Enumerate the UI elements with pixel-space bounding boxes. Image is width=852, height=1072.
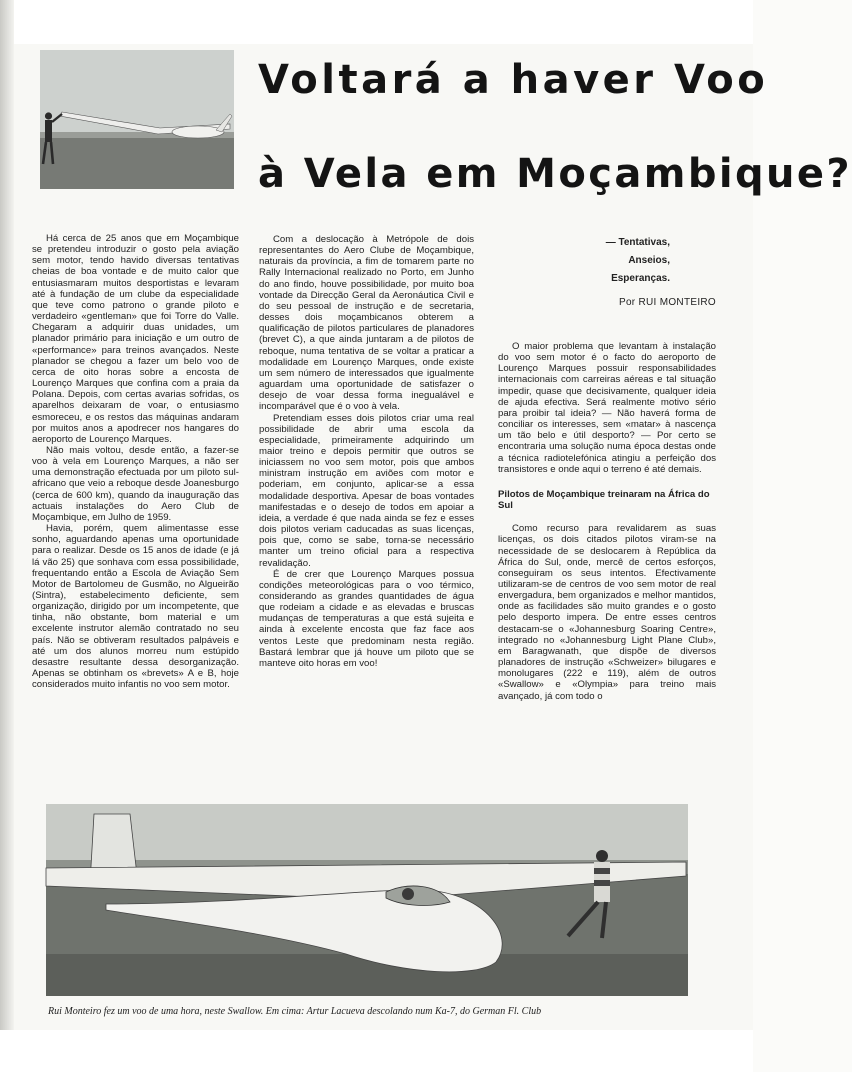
subtitle-line: Esperanças.: [611, 273, 670, 284]
glider-launch-illustration: [40, 50, 234, 189]
photo-glider-launch: [40, 50, 234, 189]
photo-caption: Rui Monteiro fez um voo de uma hora, neste Swallow. Em cima: Artur Lacueva descolando num Ka-7, do German Fl. Club: [48, 1006, 542, 1017]
swallow-glider-illustration: [46, 804, 688, 996]
article-subtitle: [520, 234, 670, 288]
binding-shadow: [0, 0, 14, 1072]
subtitle-line: Anseios,: [628, 255, 670, 266]
paragraph: Não mais voltou, desde então, a fazer-se voo à vela em Lourenço Marques, a não ser uma demonstração efectuada por um piloto sul-africano que veio a reboque desde Joanesburgo (cerca de 600 km), quando da inauguração das actuais instalações do Aero Club de Moçambique, em Julho de 1959.: [32, 444, 239, 523]
paragraph: Havia, porém, quem alimentasse esse sonho, aguardando apenas uma oportunidade para o realizar. Desde os 15 anos de idade (e já lá vão 25) que sonhava com essa possibilidade, frequentando então a Escola de Aviação Sem Motor de Bartolomeu de Gusmão, no Algueirão (Sintra), estabelecimento deficiente, sem organização, dirigido por um incompetente, que tinha, não obstante, bom material e um excelente instrutor alemão contratado no seu país. Não se obtiveram resultados palpáveis e até um dos alunos morreu num estúpido desastre resultante dessa desorganização. Apenas se obtinham os «brevets» A e B, hoje considerados muito infantis no voo sem motor.: [32, 523, 239, 691]
title-line-2: à Vela em Moçambique?: [258, 151, 852, 197]
paragraph: É de crer que Lourenço Marques possua condições meteorológicas para o voo térmico, considerando as grandes quantidades de água que rodeiam a cidade e as elevadas e bruscas mudanças de temperaturas a que está sujeita e ainda à excelente encosta que faz face aos ventos Leste que predominam nesta região. Bastará lembrar que já houve um piloto que se manteve oito horas em voo!: [259, 568, 474, 669]
paragraph: Com a deslocação à Metrópole de dois representantes do Aero Clube de Moçambique, naturais da província, a fim de tomarem parte no Rally Internacional realizado no Porto, em Junho do ano findo, houve possibilidade, por muito boa vontade da Direcção Geral da Aeronáutica Civil e do seu pessoal de instrução e de secretaria, desses dois moçambicanos obterem a qualificação de pilotos particulares de planadores (brevet C), a que ainda juntaram a de pilotos de reboque, numa tentativa de se voltar a praticar a modalidade em Lourenço Marques, onde existe um sem número de interessados que igualmente aguardam uma oportunidade de satisfazer o desejo de voar dessa forma inegualável e incomparável que é o voo à vela.: [259, 234, 474, 413]
bottom-margin: [0, 1030, 753, 1072]
section-heading: Pilotos de Moçambique treinaram na África do Sul: [498, 488, 710, 512]
title-line-1: Voltará a haver Voo: [258, 57, 769, 103]
paragraph: Pretendiam esses dois pilotos criar uma real possibilidade de abrir uma escola da especialidade, primeiramente adquirindo um maior treino e depois permitir que outros se iniciassem no voo sem motor, pois que ambos ministram instrução em aviões com motor e poderiam, em conjunto, aplicar-se a essa modalidade desportiva. Apesar de boas vontades manifestadas e o desejo de todos em apoiar a ideia, a verdade é que nada ainda se fez e esses dois pilotos veriam caducadas as suas licenças, pois que, como se sabe, torna-se necessário manter um treino oficial para a respectiva revalidação.: [259, 412, 474, 569]
byline: Por RUI MONTEIRO: [618, 297, 716, 308]
article-title: [258, 56, 852, 198]
paragraph: Como recurso para revalidarem as suas licenças, os dois citados pilotos viram-se na necessidade de se deslocarem à República da África do Sul, onde, mercê de certos esforços, conseguiram os seus intentos. Efectivamente utilizaram-se de centros de voo sem motor de real envergadura, bem organizados e melhor mantidos, onde as facilidades são muito grandes e o gosto pelo desporto impera. De entre esses centros destacam-se o «Johannesburg Soaring Centre», integrado no «Johannesburg Light Plane Club», em Baragwanath, que dispõe de diversos planadores de instrução «Schweizer» bilugares e monolugares (222 e 119), além de outros «Swallow» e «Olympia» para treino mais avançado, já com todo o: [498, 523, 716, 702]
subtitle-line: — Tentativas,: [605, 237, 670, 248]
top-margin: [0, 0, 753, 44]
paragraph: Há cerca de 25 anos que em Moçambique se pretendeu introduzir o gosto pela aviação sem motor, tendo havido diversas tentativas cheias de boa vontade e de muito calor que entusiasmaram muitos desportistas e levaram até à fundação de um clube da especialidade que teve como patrono o grande piloto e verdadeiro «gentleman» que foi Torre do Valle. Chegaram a adquirir duas unidades, um planador primário para iniciação e um outro de «performance» para treinos avançados. Neste planador se chegou a fazer um belo voo de cerca de oito horas sobre a encosta de Lourenço Marques que confina com a praia da Polana. Depois, com certas avarias sofridas, os aparelhos deixaram de voar, o entusiasmo esmoreceu, e os restos das máquinas andaram por muitos anos a apodrecer nos hangares do aeroporto de Lourenço Marques.: [32, 233, 239, 445]
photo-swallow-glider: [46, 804, 688, 996]
article-column-1: [32, 233, 239, 690]
paragraph: O maior problema que levantam à instalação do voo sem motor é o facto do aeroporto de Lourenço Marques possuir responsabilidades internacionais com carreiras aéreas e tal situação impedir, quase que decisivamente, qualquer ideia de ajuda efectiva. Será realmente motivo sério para proibir tal ideia? — Não haverá forma de conciliar os interesses, sem «matar» à nascença um tão belo e útil desporto? — Por certo se encontraria uma solução numa época destas onde a técnica radiotelefónica atingiu a perfeição dos transistores e onde aqui o terreno é até demais.: [498, 341, 716, 475]
article-column-3: [498, 341, 716, 702]
article-column-2: [259, 234, 474, 669]
